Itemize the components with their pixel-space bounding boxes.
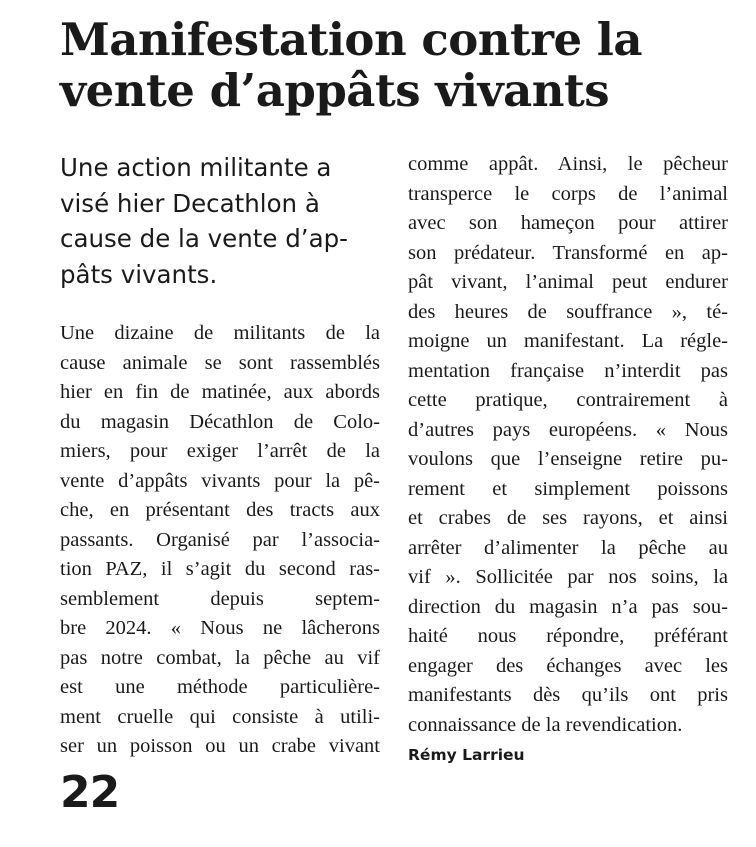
article-lead bbox=[60, 150, 380, 292]
body-line: transperce le corps de l’animal bbox=[408, 182, 728, 205]
body-line: avec son hameçon pour attirer bbox=[408, 212, 728, 234]
article-body-left bbox=[60, 319, 380, 762]
body-line: d’autres pays européens. « Nous bbox=[408, 418, 728, 441]
body-line: cause animale se sont rassemblés bbox=[60, 351, 380, 374]
body-line: hier en fin de matinée, aux abords bbox=[60, 381, 380, 403]
body-line: vente d’appâts vivants pour la pê- bbox=[60, 469, 380, 492]
body-line: miers, pour exiger l’arrêt de la bbox=[60, 440, 380, 462]
body-line: et crabes de ses rayons, et ainsi bbox=[408, 507, 728, 529]
right-column bbox=[408, 150, 728, 768]
title-line: Manifestation contre la bbox=[60, 13, 643, 66]
body-line: che, en présentant des tracts aux bbox=[60, 499, 380, 521]
article-title bbox=[60, 14, 740, 116]
body-line: haité nous répondre, préférant bbox=[408, 625, 728, 647]
body-line: du magasin Décathlon de Colo- bbox=[60, 410, 380, 433]
body-line: connaissance de la revendication. bbox=[408, 713, 683, 736]
lead-line: visé hier Decathlon à bbox=[60, 188, 320, 218]
body-line: son prédateur. Transformé en ap- bbox=[408, 241, 728, 264]
body-line: vif ». Sollicitée par nos soins, la bbox=[408, 566, 728, 588]
left-column bbox=[60, 150, 380, 762]
article-body-right bbox=[408, 150, 728, 740]
body-line: manifestants dès qu’ils ont pris bbox=[408, 684, 728, 706]
body-line: arrêter d’alimenter la pêche au bbox=[408, 536, 728, 559]
body-line: bre 2024. « Nous ne lâcherons bbox=[60, 617, 380, 639]
body-line: ser un poisson ou un crabe vivant bbox=[60, 735, 380, 757]
body-line: tion PAZ, il s’agit du second ras- bbox=[60, 558, 380, 580]
body-line: mentation française n’interdit pas bbox=[408, 359, 728, 382]
lead-line: cause de la vente d’ap- bbox=[60, 224, 348, 253]
author-byline: Rémy Larrieu bbox=[408, 746, 525, 764]
body-line: direction du magasin n’a pas sou- bbox=[408, 595, 728, 618]
body-line: cette pratique, contrairement à bbox=[408, 389, 728, 411]
body-line: pas notre combat, la pêche au vif bbox=[60, 646, 380, 669]
body-line: engager des échanges avec les bbox=[408, 654, 728, 677]
title-line: vente d’appâts vivants bbox=[60, 64, 610, 117]
body-line: semblement depuis septem- bbox=[60, 587, 380, 610]
page-number: 22 bbox=[60, 767, 120, 818]
body-line: est une méthode particulière- bbox=[60, 676, 380, 698]
body-line: moigne un manifestant. La régle- bbox=[408, 330, 728, 352]
lead-line: pâts vivants. bbox=[60, 259, 218, 289]
lead-line: Une action militante a bbox=[60, 153, 332, 182]
body-line: rement et simplement poissons bbox=[408, 477, 728, 500]
body-line: pât vivant, l’animal peut endurer bbox=[408, 271, 728, 293]
body-line: voulons que l’enseigne retire pu- bbox=[408, 448, 728, 470]
body-line: comme appât. Ainsi, le pêcheur bbox=[408, 153, 728, 175]
body-line: des heures de souffrance », té- bbox=[408, 300, 728, 323]
body-line: Une dizaine de militants de la bbox=[60, 322, 380, 344]
body-line: passants. Organisé par l’associa- bbox=[60, 528, 380, 551]
body-line: ment cruelle qui consiste à utili- bbox=[60, 705, 380, 728]
